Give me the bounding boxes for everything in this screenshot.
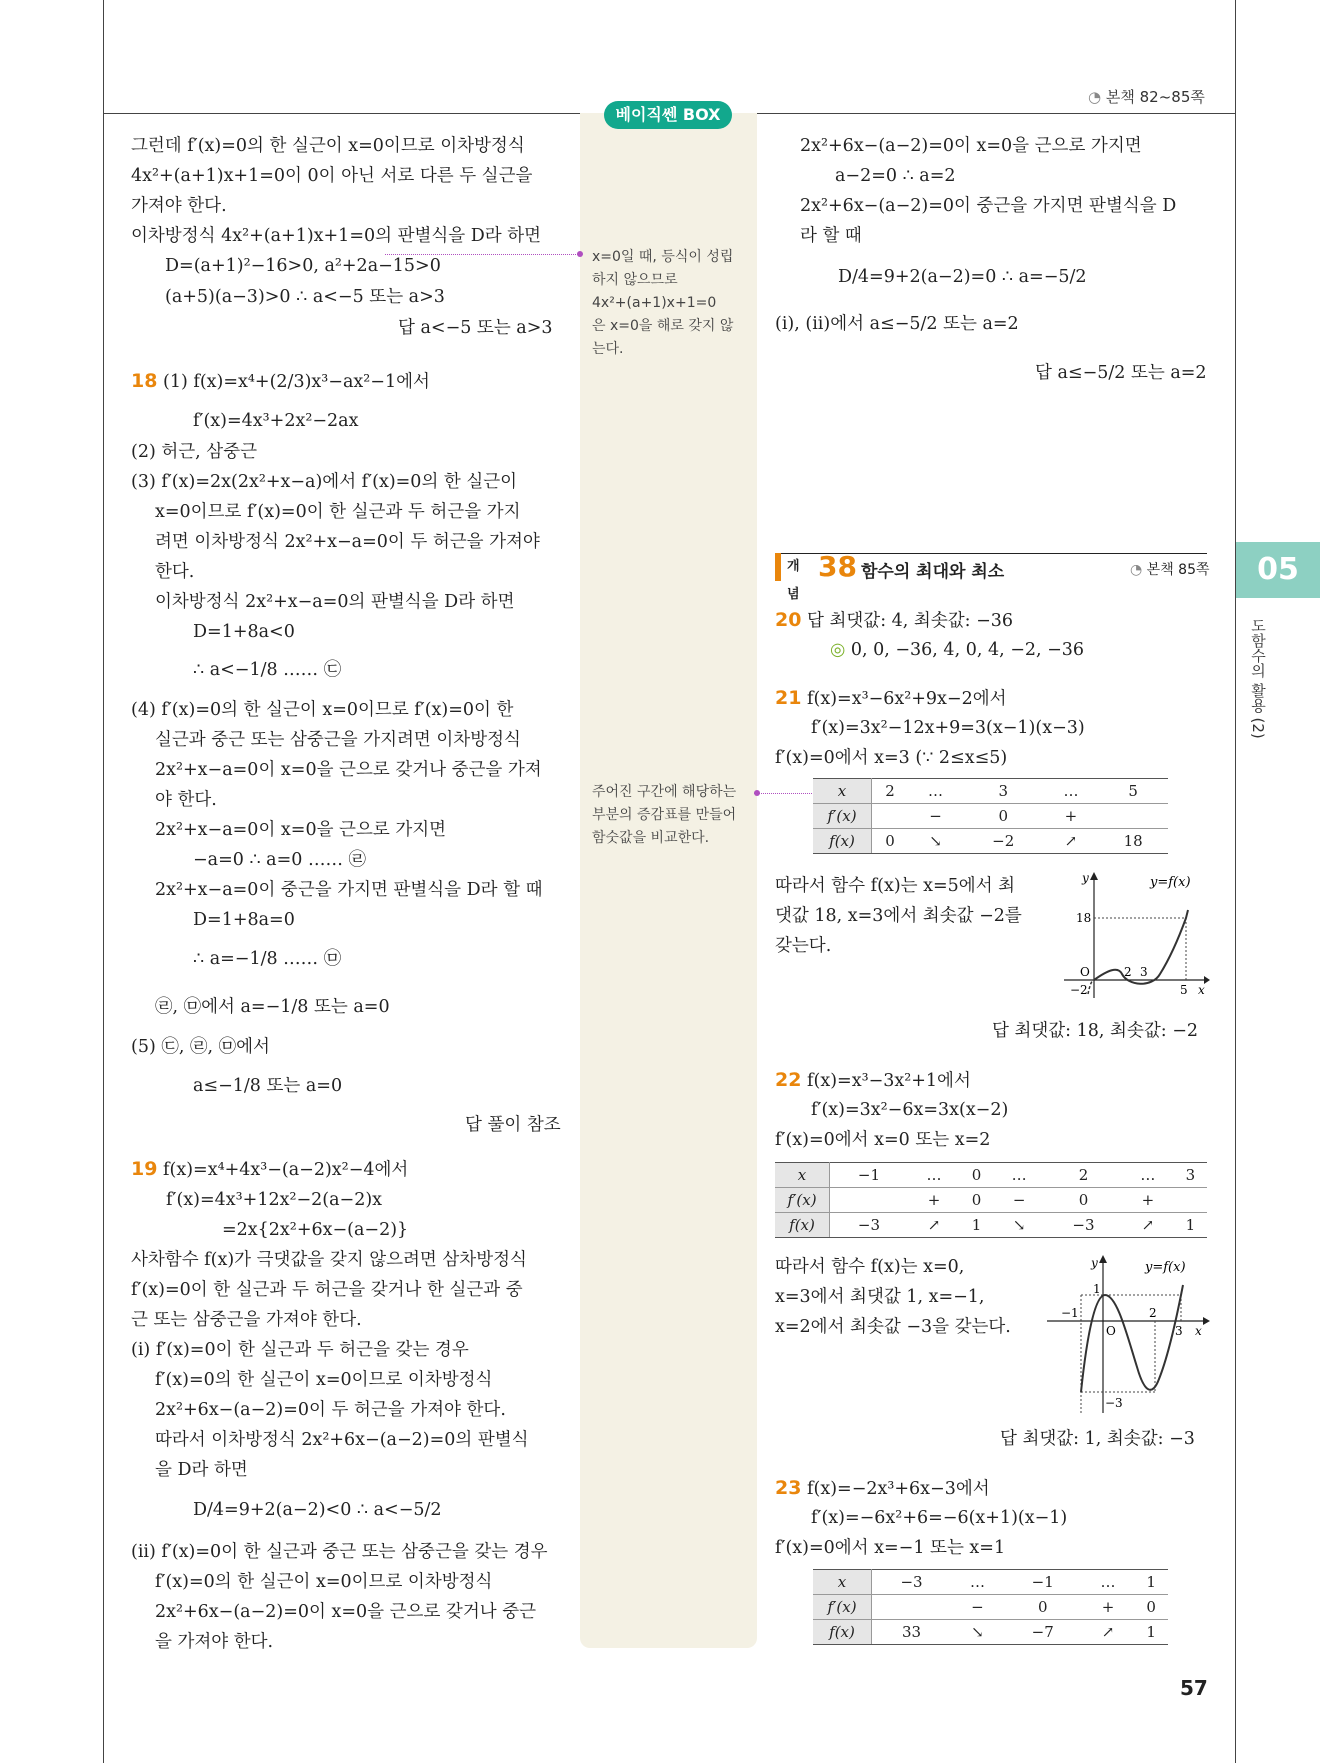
concept-number: 38 [818,550,857,583]
p18-answer: 답 풀이 참조 [465,1115,561,1135]
graph-label: 5 [1180,983,1188,997]
p18-line: a≤−1/8 또는 a=0 [193,1076,343,1096]
side-note-1: x=0일 때, 등식이 성립 하지 않으므로 4x²+(a+1)x+1=0 은 x=0을 해로 갖지 않 는다. [592,249,734,357]
graph-label: 18 [1076,911,1092,925]
p18-line: ∴ a<−1/8 …… ㉢ [193,660,342,680]
right-line: (i), (ii)에서 a≤−5/2 또는 a=2 [775,314,1019,334]
p18-line: 이차방정식 2x²+x−a=0의 판별식을 D라 하면 [155,592,515,612]
header-reference: ◔ 본책 82~85쪽 [1088,88,1205,106]
right-line: a−2=0 ∴ a=2 [835,166,956,186]
p19-line: f′(x)=0의 한 실근이 x=0이므로 이차방정식 [155,1572,493,1592]
left-line-6: (a+5)(a−3)>0 ∴ a<−5 또는 a>3 [165,287,445,307]
p21-graph [1060,870,1210,1000]
left-line-2: 4x²+(a+1)x+1=0이 0이 아닌 서로 다른 두 실근을 [131,166,533,186]
graph-label: 3 [1140,965,1148,979]
p21-line: f′(x)=3x²−12x+9=3(x−1)(x−3) [811,718,1085,738]
problem-number: 20 [775,609,802,631]
p21-conclusion: 따라서 함수 f(x)는 x=5에서 최 [775,876,1016,896]
p19-line: 을 D라 하면 [155,1460,248,1480]
p23-line: f′(x)=0에서 x=−1 또는 x=1 [775,1538,1006,1558]
p22-line: f′(x)=3x²−6x=3x(x−2) [811,1100,1009,1120]
graph-label: −1 [1061,1306,1079,1320]
p19-line: 을 가져야 한다. [155,1632,274,1652]
graph-label: 1 [1093,1282,1101,1296]
page-ref-icon: ◔ [1130,562,1143,578]
p18-line: 려면 이차방정식 2x²+x−a=0이 두 허근을 가져야 [155,532,540,552]
p18-line: (5) ㉢, ㉣, ㉤에서 [131,1037,270,1057]
p23-sign-table: x −3 … −1 … 1 f′(x) − 0 + 0 f(x) 33 ↘ −7 ↗ 1 [813,1569,1168,1645]
concept-reference: ◔ 본책 85쪽 [1130,562,1210,578]
p18-line: D=1+8a<0 [193,622,295,642]
left-line-3: 가져야 한다. [131,196,227,216]
p19-line: f′(x)=4x³+12x²−2(a−2)x [166,1190,383,1210]
p22-conclusion: 따라서 함수 f(x)는 x=0, [775,1257,965,1277]
p18-line: −a=0 ∴ a=0 …… ㉣ [193,850,367,870]
p18-line: D=1+8a=0 [193,910,295,930]
concept-tag: 개념 [775,553,803,581]
right-line: 2x²+6x−(a−2)=0이 x=0을 근으로 가지면 [800,136,1142,156]
p18-line: (4) f′(x)=0의 한 실근이 x=0이므로 f′(x)=0이 한 [131,700,514,720]
graph-label: O [1106,1324,1116,1338]
graph-label: x [1198,983,1205,997]
p19-line: =2x{2x²+6x−(a−2)} [222,1220,409,1240]
p21-line: f′(x)=0에서 x=3 (∵ 2≤x≤5) [775,748,1008,768]
chapter-tab: 05 [1236,542,1320,598]
graph-label: y [1082,871,1089,885]
note-2-pointer [754,793,814,794]
p19-line: (i) f′(x)=0이 한 실근과 두 허근을 갖는 경우 [131,1340,469,1360]
p18-line: 2x²+x−a=0이 중근을 가지면 판별식을 D라 할 때 [155,880,543,900]
right-answer: 답 a≤−5/2 또는 a=2 [1035,363,1207,383]
p18-line: x=0이므로 f′(x)=0이 한 실근과 두 허근을 가지 [155,502,521,522]
p19-line: 따라서 이차방정식 2x²+6x−(a−2)=0의 판별식 [155,1430,529,1450]
p21-answer: 답 최댓값: 18, 최솟값: −2 [992,1021,1199,1041]
page-number: 57 [1180,1676,1208,1700]
graph-label: −3 [1105,1396,1123,1410]
concept-title: 함수의 최대와 최소 [861,562,1005,582]
graph-label: 3 [1175,1324,1183,1338]
graph-label: x [1195,1324,1202,1338]
p19-line: D/4=9+2(a−2)<0 ∴ a<−5/2 [193,1500,442,1520]
left-answer: 답 a<−5 또는 a>3 [398,318,553,338]
p21-conclusion: 갖는다. [775,936,832,956]
note-2-dot [754,790,760,796]
p18-line: (3) f′(x)=2x(2x²+x−a)에서 f′(x)=0의 한 실근이 [131,472,518,492]
problem-number: 21 [775,687,802,709]
p19-line: f′(x)=0이 한 실근과 두 허근을 갖거나 한 실근과 중 [131,1280,523,1300]
p19-line: 근 또는 삼중근을 가져야 한다. [131,1310,362,1330]
p19-line: (ii) f′(x)=0이 한 실근과 중근 또는 삼중근을 갖는 경우 [131,1542,548,1562]
basic-box-label: 베이직쎈 BOX [604,101,732,129]
p22-graph [1045,1255,1210,1415]
p22-conclusion: x=3에서 최댓값 1, x=−1, [775,1287,985,1307]
problem-number: 18 [131,370,158,392]
graph-label: 2 [1149,1306,1157,1320]
p18-line: ∴ a=−1/8 …… ㉤ [193,949,342,969]
p18-line: 실근과 중근 또는 삼중근을 가지려면 이차방정식 [155,730,521,750]
page-right-border [1235,0,1236,1763]
p22-line: f′(x)=0에서 x=0 또는 x=2 [775,1130,991,1150]
p21-sign-table: x 2 … 3 … 5 f′(x) − 0 + f(x) 0 ↘ −2 ↗ 18 [813,778,1168,854]
problem-23: 23 f(x)=−2x³+6x−3에서 [775,1477,990,1499]
side-note-2: 주어진 구간에 해당하는 부분의 증감표를 만들어 함숫값을 비교한다. [592,784,737,846]
left-line-1: 그런데 f′(x)=0의 한 실근이 x=0이므로 이차방정식 [131,136,525,156]
right-line: 라 할 때 [800,226,862,246]
p19-line: 2x²+6x−(a−2)=0이 두 허근을 가져야 한다. [155,1400,506,1420]
right-line: D/4=9+2(a−2)=0 ∴ a=−5/2 [838,267,1087,287]
graph-label: 2 [1124,965,1132,979]
problem-21: 21 f(x)=x³−6x²+9x−2에서 [775,687,1007,709]
graph-label: O [1080,965,1090,979]
problem-20: 20 답 최댓값: 4, 최솟값: −36 [775,609,1014,631]
problem-22: 22 f(x)=x³−3x²+1에서 [775,1069,971,1091]
graph-label: y [1091,1256,1098,1270]
p19-line: 사차함수 f(x)가 극댓값을 갖지 않으려면 삼차방정식 [131,1250,527,1270]
problem-19: 19 f(x)=x⁴+4x³−(a−2)x²−4에서 [131,1158,409,1180]
target-icon: ◎ [830,640,846,660]
page-left-border [103,0,104,1763]
problem-18: 18 (1) f(x)=x⁴+(2/3)x³−ax²−1에서 [131,370,430,392]
p18-line: (2) 허근, 삼중근 [131,442,258,462]
problem-number: 23 [775,1477,802,1499]
p18-line: 야 한다. [155,790,217,810]
p22-conclusion: x=2에서 최솟값 −3을 갖는다. [775,1317,1011,1337]
left-line-5: D=(a+1)²−16>0, a²+2a−15>0 [165,256,441,276]
right-line: 2x²+6x−(a−2)=0이 중근을 가지면 판별식을 D [800,196,1177,216]
p18-line: f′(x)=4x³+2x²−2ax [193,411,359,431]
graph-label: y=f(x) [1150,875,1191,890]
graph-label: y=f(x) [1145,1260,1186,1275]
problem-number: 22 [775,1069,802,1091]
p19-line: 2x²+6x−(a−2)=0이 x=0을 근으로 갖거나 중근 [155,1602,536,1622]
p20-check: ◎ 0, 0, −36, 4, 0, 4, −2, −36 [830,640,1085,660]
graph-label: −2 [1070,983,1088,997]
chapter-title: 도함수의 활용 (2) [1249,618,1267,739]
p18-line: 2x²+x−a=0이 x=0을 근으로 가지면 [155,820,447,840]
p22-answer: 답 최댓값: 1, 최솟값: −3 [1000,1429,1195,1449]
p18-line: ㉣, ㉤에서 a=−1/8 또는 a=0 [155,997,390,1017]
p22-sign-table: x −1 … 0 … 2 … 3 f′(x) + 0 − 0 + f(x) −3 ↗ 1 ↘ −3 ↗ 1 [775,1162,1207,1238]
p19-line: f′(x)=0의 한 실근이 x=0이므로 이차방정식 [155,1370,493,1390]
p18-line: 한다. [155,562,195,582]
p18-line: 2x²+x−a=0이 x=0을 근으로 갖거나 중근을 가져 [155,760,542,780]
page-ref-icon: ◔ [1088,88,1102,106]
p23-line: f′(x)=−6x²+6=−6(x+1)(x−1) [811,1508,1068,1528]
note-1-dot [577,251,583,257]
p21-conclusion: 댓값 18, x=3에서 최솟값 −2를 [775,906,1022,926]
problem-number: 19 [131,1158,158,1180]
left-line-4: 이차방정식 4x²+(a+1)x+1=0의 판별식을 D라 하면 [131,226,542,246]
